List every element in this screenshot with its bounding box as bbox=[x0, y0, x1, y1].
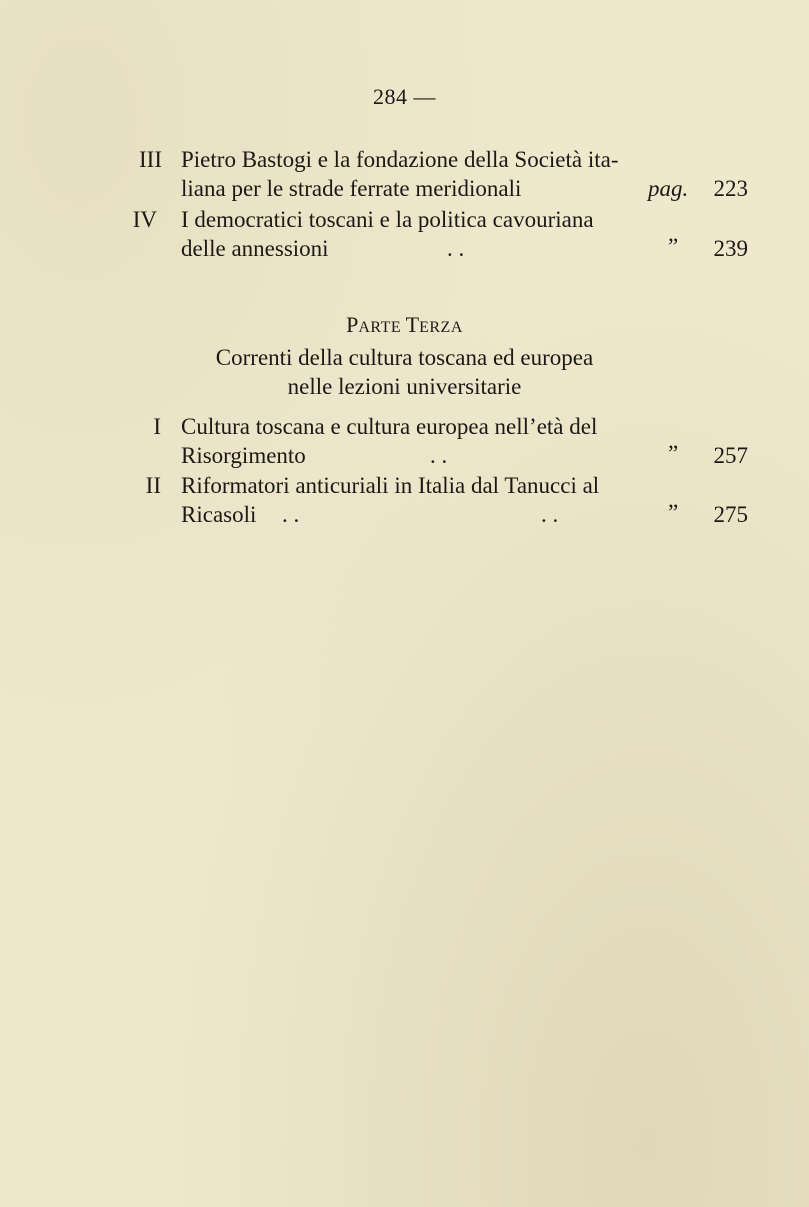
dot-leader: . . bbox=[541, 502, 559, 527]
entry-title-line-2: Ricasoli bbox=[181, 502, 257, 527]
entry-title-line-1: Cultura toscana e cultura europea nell’età del bbox=[181, 414, 598, 439]
part-subtitle-line-1: Correnti della cultura toscana ed europea bbox=[215, 345, 594, 370]
entry-page-number: 257 bbox=[713, 443, 748, 468]
ditto-mark: ” bbox=[668, 441, 679, 466]
pag-label: pag. bbox=[648, 176, 689, 201]
entry-page-number: 275 bbox=[713, 502, 748, 527]
entry-title-line-2: Risorgimento bbox=[181, 443, 306, 468]
entry-numeral: III bbox=[139, 147, 162, 172]
dot-leader-a: . . bbox=[282, 502, 300, 527]
part-heading bbox=[0, 312, 809, 338]
part-heading-smallcaps-2: ERZA bbox=[419, 319, 463, 336]
part-heading-smallcaps: ARTE bbox=[358, 319, 406, 336]
dot-leader: . . bbox=[447, 236, 465, 261]
page-number: 284 — bbox=[373, 84, 436, 109]
entry-title-line-1: Pietro Bastogi e la fondazione della Società ita- bbox=[181, 147, 619, 172]
dot-leader: . . bbox=[430, 443, 448, 468]
entry-title-line-2: liana per le strade ferrate meridionali bbox=[181, 176, 522, 201]
ditto-mark: ” bbox=[668, 234, 679, 259]
part-heading-initial-2: T bbox=[405, 312, 420, 337]
entry-title-line-1: I democratici toscani e la politica cavouriana bbox=[181, 207, 594, 232]
part-heading-initial: P bbox=[346, 312, 359, 337]
entry-title-line-2: delle annessioni bbox=[181, 236, 329, 261]
entry-page-number: 239 bbox=[713, 236, 748, 261]
ditto-mark: ” bbox=[668, 500, 679, 525]
part-subtitle-line-2: nelle lezioni universitarie bbox=[287, 374, 522, 399]
entry-numeral: IV bbox=[132, 207, 157, 232]
entry-numeral: I bbox=[153, 414, 161, 439]
entry-numeral: II bbox=[145, 473, 161, 498]
entry-page-number: 223 bbox=[713, 176, 748, 201]
entry-title-line-1: Riformatori anticuriali in Italia dal Tanucci al bbox=[181, 473, 600, 498]
